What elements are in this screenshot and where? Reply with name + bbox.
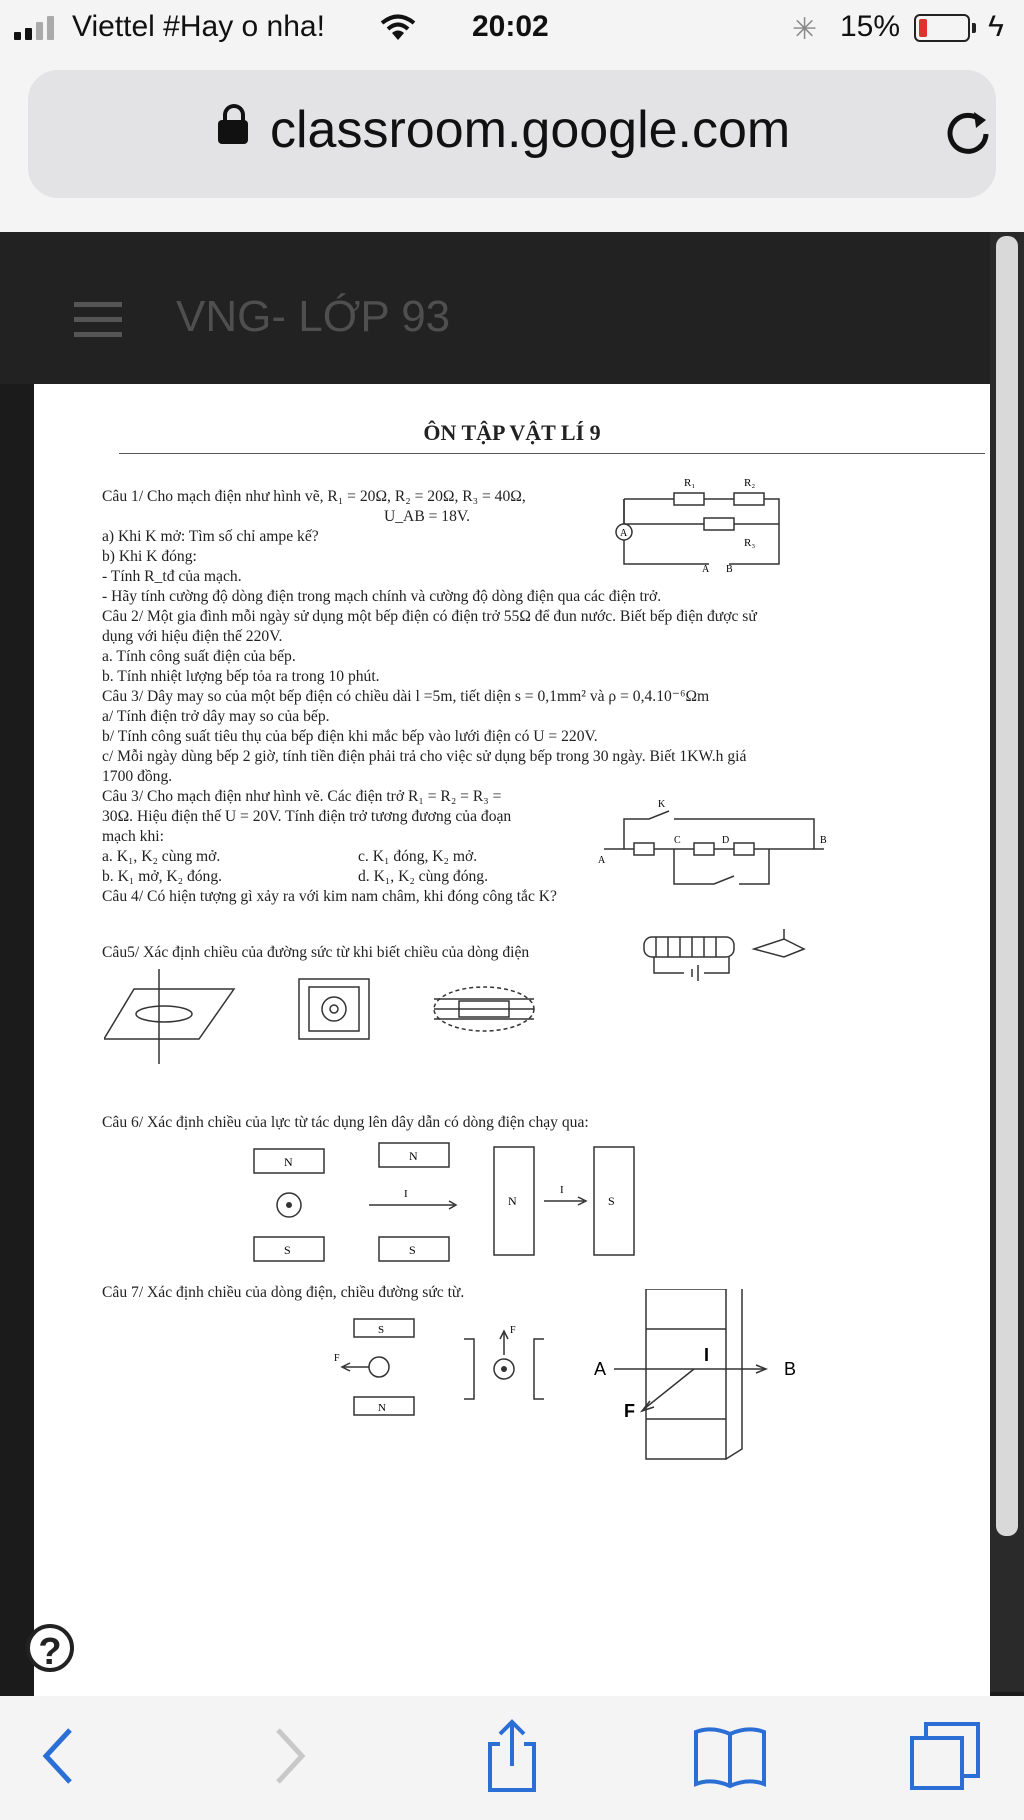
- document-page: [34, 384, 990, 1696]
- north-pole-label: N: [378, 1402, 386, 1414]
- charging-bolt-icon: ϟ: [988, 10, 1004, 43]
- question-2-line: Câu 2/ Một gia đình mỗi ngày sử dụng một bếp điện có điện trở 55Ω để đun nước. Biết bếp điện được sử: [102, 608, 757, 625]
- question-3-line: a/ Tính điện trở dây may so của bếp.: [102, 708, 330, 725]
- question-3b-line: Câu 3/ Cho mạch điện như hình vẽ. Các điện trở R₁ = R₂ = R₃ =: [102, 788, 502, 805]
- question-1-line: U_AB = 18V.: [384, 508, 471, 525]
- circuit-diagram-1: [604, 464, 804, 574]
- question-2-line: dụng với hiệu điện thế 220V.: [102, 628, 283, 645]
- clock-time: 20:02: [472, 10, 549, 43]
- switch-label: K: [658, 799, 666, 810]
- question-1-line: a) Khi K mở: Tìm số chỉ ampe kế?: [102, 528, 319, 545]
- question-3-line: c/ Mỗi ngày dùng bếp 2 giờ, tính tiền điện phải trả cho việc sử dụng bếp trong 30 ngày. Biết 1KW.h giá: [102, 748, 747, 765]
- activity-spinner-icon: ✳: [792, 13, 818, 46]
- point-a-label: A: [598, 855, 606, 866]
- r3-label: R₃: [744, 537, 756, 549]
- lock-icon: [218, 120, 248, 144]
- r2-label: R₂: [744, 477, 756, 489]
- scrollbar-thumb[interactable]: [996, 236, 1018, 1536]
- force-label: F: [510, 1325, 516, 1336]
- question-2-line: b. Tính nhiệt lượng bếp tỏa ra trong 10 phút.: [102, 668, 380, 685]
- r1-label: R₁: [684, 477, 696, 489]
- south-pole-label: S: [608, 1194, 615, 1208]
- question-6-line: Câu 6/ Xác định chiều của lực từ tác dụng lên dây dẫn có dòng điện chạy qua:: [102, 1114, 589, 1131]
- question-3b-option: a. K₁, K₂ cùng mở.: [102, 848, 221, 865]
- question-3-line: b/ Tính công suất tiêu thụ của bếp điện khi mắc bếp vào lưới điện có U = 220V.: [102, 728, 598, 745]
- point-b-label: B: [726, 564, 733, 574]
- force-label: F: [334, 1353, 340, 1364]
- south-pole-label: S: [284, 1243, 291, 1257]
- status-bar: [0, 0, 1024, 56]
- question-1-line: - Tính R_tđ của mạch.: [102, 568, 242, 585]
- share-icon[interactable]: [472, 1716, 552, 1796]
- browser-bottom-toolbar: [0, 1696, 1024, 1820]
- node-c-label: C: [674, 835, 681, 846]
- point-a-label: A: [702, 564, 710, 574]
- reload-icon[interactable]: [938, 102, 998, 162]
- question-3b-line: 30Ω. Hiệu điện thế U = 20V. Tính điện trở tương đương của đoạn: [102, 808, 512, 825]
- class-title: VNG- LỚP 93: [176, 292, 451, 341]
- question-7-line: Câu 7/ Xác định chiều của dòng điện, chiều đường sức từ.: [102, 1284, 465, 1301]
- address-bar[interactable]: [28, 70, 996, 198]
- north-pole-label: N: [284, 1155, 293, 1169]
- question-3-line: 1700 đồng.: [102, 768, 173, 785]
- question-1-line: - Hãy tính cường độ dòng điện trong mạch chính và cường độ dòng điện qua các điện trở.: [102, 588, 662, 605]
- point-b-label: B: [784, 1359, 797, 1379]
- battery-icon: [914, 14, 970, 42]
- bookmarks-icon[interactable]: [690, 1716, 770, 1796]
- point-a-label: A: [594, 1359, 607, 1379]
- back-icon[interactable]: [20, 1716, 100, 1796]
- help-button[interactable]: ?: [26, 1624, 74, 1672]
- point-b-label: B: [820, 835, 827, 846]
- question-3b-option: c. K₁ đóng, K₂ mở.: [358, 848, 478, 865]
- carrier-name: Viettel #Hay o nha!: [72, 10, 325, 43]
- signal-strength-icon: [14, 16, 54, 40]
- question-3-line: Câu 3/ Dây may so của một bếp điện có chiều dài l =5m, tiết diện s = 0,1mm² và ρ = 0,4.10⁻⁶Ωm: [102, 688, 710, 705]
- question-4-line: Câu 4/ Có hiện tượng gì xảy ra với kim nam châm, khi đóng công tắc K?: [102, 888, 557, 905]
- north-pole-label: N: [508, 1194, 517, 1208]
- forward-icon[interactable]: [248, 1716, 328, 1796]
- classroom-toolbar: [0, 232, 990, 384]
- south-pole-label: S: [409, 1243, 416, 1257]
- question-3b-option: d. K₁, K₂ cùng đóng.: [358, 868, 488, 885]
- current-label: I: [560, 1184, 564, 1196]
- battery-percentage: 15%: [840, 10, 901, 43]
- title-divider: [119, 453, 985, 454]
- ammeter-label: A: [620, 528, 628, 539]
- question-6-figures: [234, 1139, 794, 1269]
- current-label: I: [704, 1345, 710, 1365]
- question-1-line: b) Khi K đóng:: [102, 548, 197, 565]
- url-text[interactable]: classroom.google.com: [270, 101, 791, 159]
- north-pole-label: N: [409, 1149, 418, 1163]
- document-title: ÔN TẬP VẬT LÍ 9: [423, 420, 601, 445]
- question-2-line: a. Tính công suất điện của bếp.: [102, 648, 296, 665]
- wifi-icon: [380, 14, 416, 42]
- question-5-line: Câu5/ Xác định chiều của đường sức từ khi biết chiều của dòng điện: [102, 944, 530, 961]
- south-pole-label: S: [378, 1324, 385, 1336]
- question-3b-option: b. K₁ mở, K₂ đóng.: [102, 868, 223, 885]
- menu-icon[interactable]: [74, 302, 122, 347]
- question-3b-line: mạch khi:: [102, 828, 164, 845]
- current-label: I: [404, 1188, 408, 1200]
- tabs-icon[interactable]: [906, 1716, 986, 1796]
- question-1-line: Câu 1/ Cho mạch điện như hình vẽ, R₁ = 20Ω, R₂ = 20Ω, R₃ = 40Ω,: [102, 488, 526, 505]
- browser-address-area: [0, 56, 1024, 232]
- circuit-diagram-2: [594, 799, 834, 899]
- question-7-figures: [294, 1289, 854, 1469]
- question-5-figures: [104, 969, 864, 1069]
- force-label: F: [624, 1401, 635, 1421]
- node-d-label: D: [722, 835, 730, 846]
